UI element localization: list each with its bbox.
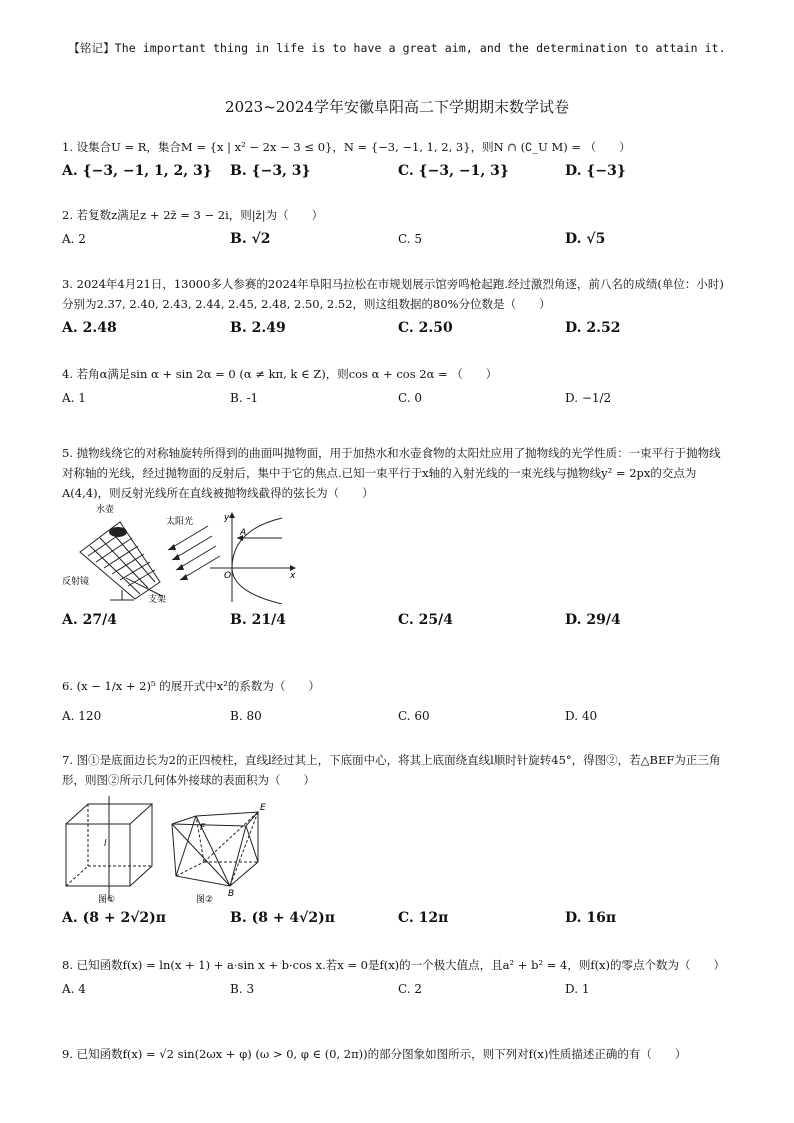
- question-7-stem: 7. 图①是底面边长为2的正四棱柱，直线l经过其上，下底面中心，将其上底面绕直线l顺时针旋转45°，得图②，若△BEF为正三角形，则图②所示几何体外接球的表面积为（ ）: [62, 753, 721, 787]
- option-a[interactable]: A. 2.48: [62, 320, 117, 336]
- option-b[interactable]: B. 80: [230, 709, 262, 723]
- option-d[interactable]: D. −1/2: [565, 391, 612, 405]
- question-2-stem: 2. 若复数z满足z + 2z̄ = 3 − 2i，则|z̄|为（ ）: [62, 208, 324, 222]
- option-c[interactable]: C. {−3, −1, 3}: [398, 163, 509, 179]
- label-origin: O: [224, 571, 232, 581]
- option-a[interactable]: A. 120: [62, 709, 102, 723]
- question-3-options: [62, 318, 732, 340]
- option-d[interactable]: D. 1: [565, 982, 590, 996]
- label-figure-1: 图①: [98, 895, 116, 904]
- question-5-options: [62, 610, 732, 648]
- question-2: [62, 205, 732, 251]
- label-y-axis: y: [224, 513, 230, 523]
- motto-line: 【铭记】The important thing in life is to have a great aim, and the determination to attain it.: [68, 41, 726, 55]
- label-figure-2: 图②: [196, 895, 214, 904]
- question-1-options: [62, 161, 732, 183]
- option-c[interactable]: C. 12π: [398, 910, 449, 926]
- question-2-options: [62, 229, 732, 251]
- label-point-e: E: [260, 803, 266, 813]
- option-b[interactable]: B. √2: [230, 231, 271, 247]
- option-d[interactable]: D. 29/4: [565, 612, 621, 628]
- option-a[interactable]: A. 2: [62, 232, 86, 246]
- option-c[interactable]: C. 2.50: [398, 320, 453, 336]
- question-4-options: [62, 388, 732, 424]
- kettle-icon: [109, 527, 127, 537]
- question-9-stem: 9. 已知函数f(x) = √2 sin(2ωx + φ) (ω > 0, φ ∈ (0, 2π))的部分图象如图所示，则下列对f(x)性质描述正确的有（ ）: [62, 1047, 687, 1061]
- option-b[interactable]: B. 21/4: [230, 612, 286, 628]
- question-3: [62, 274, 732, 340]
- label-mirror: 反射镜: [62, 577, 90, 587]
- option-c[interactable]: C. 0: [398, 391, 423, 405]
- option-a[interactable]: A. (8 + 2√2)π: [62, 910, 167, 926]
- option-b[interactable]: B. -1: [230, 391, 259, 405]
- label-sunlight: 太阳光: [166, 517, 194, 527]
- question-6-stem: 6. (x − 1/x + 2)⁵ 的展开式中x²的系数为（ ）: [62, 679, 320, 693]
- option-d[interactable]: D. 40: [565, 709, 598, 723]
- question-6-options: [62, 706, 732, 728]
- option-b[interactable]: B. (8 + 4√2)π: [230, 910, 335, 926]
- question-6: [62, 676, 732, 728]
- exam-title: 2023~2024学年安徽阜阳高二下学期期末数学试卷: [225, 98, 569, 116]
- label-point-f: F: [200, 823, 206, 833]
- question-8-options: [62, 979, 732, 1001]
- question-5-answers: [62, 606, 732, 648]
- label-point-b: B: [228, 889, 235, 899]
- option-c[interactable]: C. 60: [398, 709, 430, 723]
- question-9: [62, 1044, 732, 1064]
- option-d[interactable]: D. √5: [565, 231, 606, 247]
- question-4: [62, 364, 732, 424]
- prism-figures: [62, 796, 272, 904]
- question-1: [62, 137, 732, 183]
- option-b[interactable]: B. {−3, 3}: [230, 163, 311, 179]
- label-x-axis: x: [290, 571, 296, 581]
- label-point-a: A: [240, 528, 247, 538]
- question-7: [62, 750, 732, 790]
- option-a[interactable]: A. 4: [62, 982, 86, 996]
- label-line-l: l: [104, 839, 107, 849]
- option-d[interactable]: D. {−3}: [565, 163, 626, 179]
- question-5: [62, 443, 732, 503]
- option-a[interactable]: A. {−3, −1, 1, 2, 3}: [62, 163, 212, 179]
- option-d[interactable]: D. 2.52: [565, 320, 621, 336]
- option-a[interactable]: A. 27/4: [62, 612, 117, 628]
- option-c[interactable]: C. 25/4: [398, 612, 453, 628]
- question-7-answers: [62, 904, 732, 930]
- question-1-stem: 1. 设集合U = R，集合M = {x | x² − 2x − 3 ≤ 0}，N = {−3, −1, 1, 2, 3}，则N ∩ (∁_U M) = （ ）: [62, 140, 631, 154]
- label-stand: 支架: [148, 595, 167, 604]
- option-c[interactable]: C. 2: [398, 982, 423, 996]
- label-kettle: 水壶: [96, 505, 115, 515]
- option-b[interactable]: B. 2.49: [230, 320, 286, 336]
- option-c[interactable]: C. 5: [398, 232, 423, 246]
- question-3-stem: 3. 2024年4月21日，13000多人参赛的2024年阜阳马拉松在市规划展示馆旁鸣枪起跑.经过激烈角逐，前八名的成绩(单位：小时)分别为2.37, 2.40, 2.43, 2.44, 2.45, 2.48, 2.50, 2.52，则这组数据的80%分位数是（ ）: [62, 277, 724, 311]
- parabola-figure: [210, 510, 300, 604]
- question-7-options: [62, 908, 732, 930]
- option-b[interactable]: B. 3: [230, 982, 255, 996]
- option-a[interactable]: A. 1: [62, 391, 86, 405]
- question-4-stem: 4. 若角α满足sin α + sin 2α = 0 (α ≠ kπ, k ∈ Z)，则cos α + cos 2α = （ ）: [62, 367, 498, 381]
- option-d[interactable]: D. 16π: [565, 910, 617, 926]
- question-8: [62, 955, 732, 1001]
- question-8-stem: 8. 已知函数f(x) = ln(x + 1) + a·sin x + b·cos x.若x = 0是f(x)的一个极大值点，且a² + b² = 4，则f(x)的零点个数为（ ）: [62, 958, 726, 972]
- question-5-stem: 5. 抛物线绕它的对称轴旋转所得到的曲面叫抛物面，用于加热水和水壶食物的太阳灶应用了抛物线的光学性质：一束平行于抛物线对称轴的光线，经过抛物面的反射后，集中于它的焦点.已知一束平行于x轴的入射光线的一束光线与抛物线y² = 2px的交点为A(4,4)，则反射光线所在直线被抛物线截得的弦长为（ ）: [62, 446, 721, 500]
